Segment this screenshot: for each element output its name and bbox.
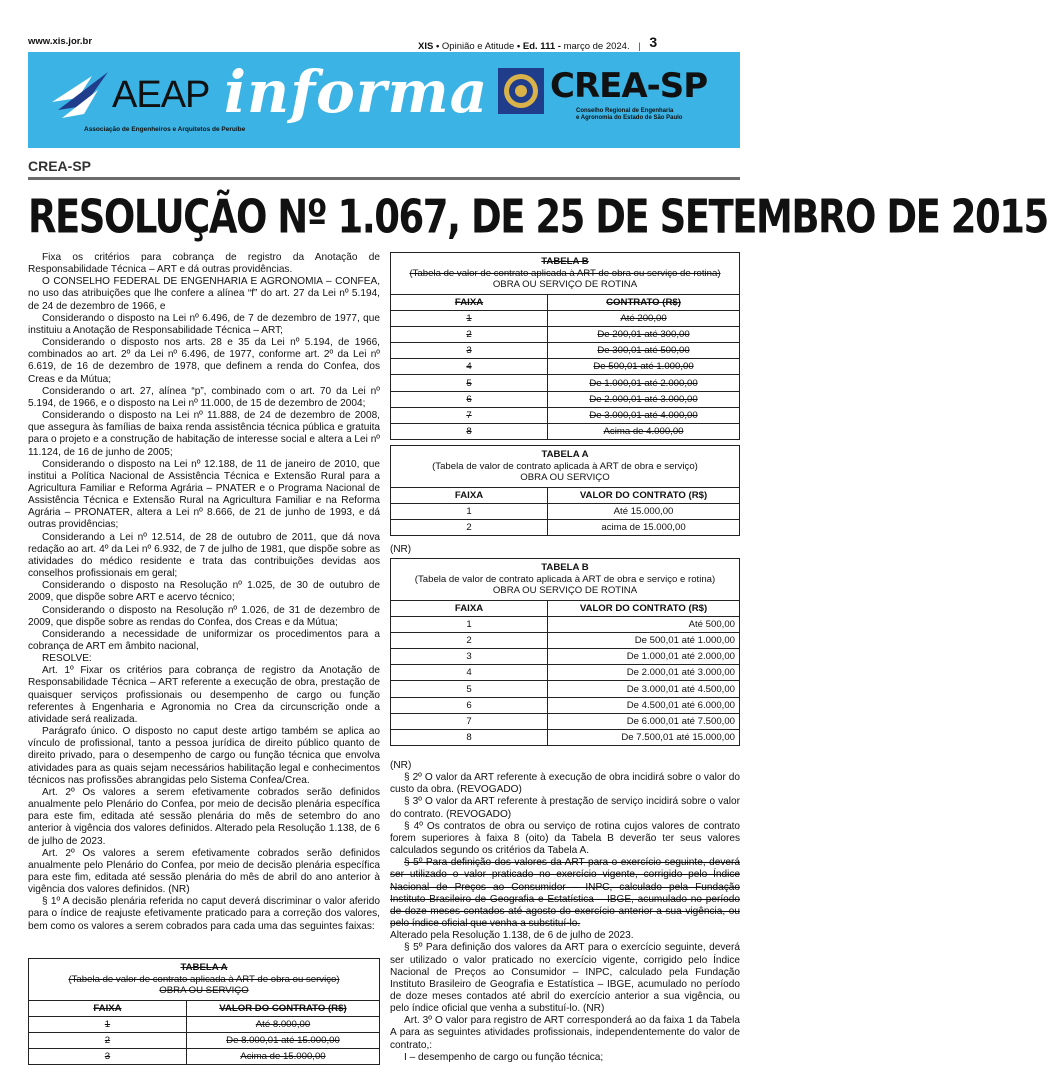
crea-name: CREA-SP — [550, 66, 708, 106]
crea-subtitle: Conselho Regional de Engenharia e Agronomia do Estado de São Paulo — [576, 108, 683, 121]
table-b-old: TABELA B (Tabela de valor de contrato aplicada à ART de obra ou serviço de rotina) OBRA OU SERVIÇO DE ROTINA FAIXA CONTRATO (R$) 1 Até 200,00 2 De 200,01 até 300,00 3 De 300,01 até 500,00 4 De 500,01 até 1.000,00 5 De 1.000,01 até 2.000,00 6 De 2.000,01 até 3.000,00 7 De 3.000,01 até 4.000,00 8 Acima de 4.000,00 — [390, 252, 740, 440]
publication-name: XIS — [418, 41, 434, 52]
paragraph: Art. 2º Os valores a serem efetivamente cobrados serão definidos anualmente pelo Plenário do Confea, por meio de decisão plenária específica para este fim, editada até sessão plenária do mês de abril do ano anterior à vigência dos valores definidos. (NR) — [28, 847, 380, 896]
crea-seal-icon — [498, 68, 544, 114]
right-column — [390, 760, 740, 1064]
top-bar — [28, 36, 740, 52]
table-row: 2 De 500,01 até 1.000,00 — [391, 632, 740, 648]
nr-note: (NR) — [390, 760, 412, 771]
table-row: 1 Até 15.000,00 — [391, 503, 740, 519]
section-divider — [28, 177, 740, 180]
aeap-name: AEAP — [112, 74, 210, 116]
aeap-logo-icon — [48, 68, 112, 128]
table-row: 4 De 2.000,01 até 3.000,00 — [391, 665, 740, 681]
paragraph: Considerando o disposto na Resolução nº 1.026, de 31 de dezembro de 2009, que dispõe sobre as rendas do Confea, dos Creas e da Mútua; — [28, 604, 380, 628]
paragraph: § 3º O valor da ART referente à prestação de serviço incidirá sobre o valor do contrato. (REVOGADO) — [390, 796, 740, 820]
table-row: 2 acima de 15.000,00 — [391, 519, 740, 535]
paragraph: Considerando o disposto na Lei nº 11.888, de 24 de dezembro de 2008, que assegura às famílias de baixa renda assistência técnica pública e gratuita para o projeto e a construção de habitação de interesse social e altera a Lei nº 11.124, de 16 de junho de 2005; — [28, 410, 380, 458]
paragraph: Considerando o art. 27, alínea “p”, combinado com o art. 70 da Lei nº 5.194, de 1966, e o disposto na Lei nº 11.000, de 15 de dezembro de 2004; — [28, 385, 380, 409]
site-url[interactable]: www.xis.jor.br — [28, 36, 93, 47]
edition-info: XIS • Opinião e Atitude • Ed. 111 - março de 2024. | 3 — [418, 34, 658, 52]
table-row: 7 De 6.000,01 até 7.500,00 — [391, 713, 740, 729]
paragraph: Considerando o disposto nos arts. 28 e 35 da Lei nº 5.194, de 1966, combinados ao art. 2º da Lei nº 6.496, de 1977, conforme art. 2º da Lei nº 6.619, de 16 de dezembro de 1978, que definem a renda do Confea, dos Creas e da Mútua; — [28, 337, 380, 385]
paragraph: Considerando a Lei nº 12.514, de 28 de outubro de 2011, que dá nova redação ao art. 4º da Lei nº 6.932, de 7 de julho de 1981, que dispõe sobre as atividades do médico residente e trata das contribuições devidas aos conselhos profissionais em geral; — [28, 531, 380, 580]
table-row: 8 De 7.500,01 até 15.000,00 — [391, 730, 740, 746]
table-row: 2 De 200,01 até 300,00 — [391, 326, 740, 342]
section-label: CREA-SP — [28, 158, 92, 174]
paragraph: Considerando a necessidade de uniformizar os procedimentos para a cobrança de ART em âmbito nacional, — [28, 628, 380, 652]
paragraph: O CONSELHO FEDERAL DE ENGENHARIA E AGRONOMIA – CONFEA, no uso das atribuições que lhe confere a alínea “f” do art. 27 da Lei nº 5.194, de 24 de dezembro de 1966, e — [28, 276, 380, 312]
paragraph: Art. 2º Os valores a serem efetivamente cobrados serão definidos anualmente pelo Plenário do Confea, por meio de decisão plenária específica para este fim, editada até sessão plenária do mês de setembro do ano anterior à vigência dos valores definidos. Alterado pela Resolução 1.138, de 6 de julho de 2023. — [28, 786, 380, 847]
date: março de 2024. — [563, 41, 630, 52]
table-row: 3 Acima de 15.000,00 — [29, 1049, 380, 1065]
paragraph: Considerando o disposto na Lei nº 12.188, de 11 de janeiro de 2010, que institui a Política Nacional de Assistência Técnica e Extensão Rural para a Agricultura Familiar e Reforma Agrária – PNATER e o Programa Nacional de Assistência Técnica e Extensão Rural na Agricultura Familiar e na Reforma Agrária – PRONATER, altera a Lei nº 8.666, de 21 de junho de 1993, e dá outras providências; — [28, 458, 380, 531]
table-row: 7 De 3.000,01 até 4.000,00 — [391, 407, 740, 423]
table-a-old: TABELA A (Tabela de valor de contrato aplicada à ART de obra ou serviço) OBRA OU SERVIÇO FAIXA VALOR DO CONTRATO (R$) 1 Até 8.000,00 2 De 8.000,01 até 15.000,00 3 Acima de 15.000,00 — [28, 958, 380, 1065]
paragraph: Parágrafo único. O disposto no caput deste artigo também se aplica ao vínculo de profissional, tanto a pessoa jurídica de direito público quanto de direito privado, para o desempenho de cargo ou função técnica que envolva atividades para as quais sejam necessários habilitação legal e conhecimentos técnicos nas profissões abrangidas pelo Sistema Confea/Crea. — [28, 726, 380, 786]
aeap-subtitle: Associação de Engenheiros e Arquitetos de Peruíbe — [84, 126, 246, 133]
masthead-banner — [28, 52, 740, 148]
paragraph: Art. 1º Fixar os critérios para cobrança de registro da Anotação de Responsabilidade Técnica – ART referente a execução de obra, prestação de quaisquer serviços profissionais ou desempenho de cargo ou função referentes à Engenharia e Agronomia no Crea da circunscrição onde a atividade será realizada. — [28, 665, 380, 725]
paragraph: Art. 3º O valor para registro de ART corresponderá ao da faixa 1 da Tabela A para as seguintes atividades profissionais, independentemente do valor de contrato,: — [390, 1015, 740, 1051]
informa-logo: informa — [224, 58, 489, 126]
table-row: 5 De 3.000,01 até 4.500,00 — [391, 681, 740, 697]
paragraph: Fixa os critérios para cobrança de registro da Anotação de Responsabilidade Técnica – ART e dá outras providências. — [28, 252, 380, 276]
struck-paragraph: § 5º Para definição dos valores da ART para o exercício seguinte, deverá ser utilizado o valor praticado no exercício vigente, corrigido pelo Índice Nacional de Preços ao Consumidor – INPC, calculado pela Fundação Instituto Brasileiro de Geografia e Estatística – IBGE, acumulado no período de doze meses contados até agosto do exercício anterior a sua vigência, ou pelo índice oficial que venha a substituí-lo. — [390, 857, 740, 930]
paragraph: I – desempenho de cargo ou função técnica; — [404, 1051, 604, 1063]
divider: | — [638, 41, 641, 52]
paragraph: RESOLVE: — [42, 653, 92, 665]
table-row: 4 De 500,01 até 1.000,00 — [391, 359, 740, 375]
table-row: 1 Até 8.000,00 — [29, 1016, 380, 1032]
paragraph: Considerando o disposto na Lei nº 6.496, de 7 de dezembro de 1977, que instituiu a Anotação de Responsabilidade Técnica – ART; — [28, 312, 380, 336]
paragraph: § 4º Os contratos de obra ou serviço de rotina cujos valores de contrato forem superiores à faixa 8 (oito) da Tabela B deverão ter seus valores calculados segundo os critérios da Tabela A. — [390, 820, 740, 857]
table-b-new: TABELA B (Tabela de valor de contrato aplicada à ART de obra e serviço e rotina) OBRA OU SERVIÇO DE ROTINA FAIXA VALOR DO CONTRATO (R$) 1 Até 500,00 2 De 500,01 até 1.000,00 3 De 1.000,01 até 2.000,00 4 De 2.000,01 até 3.000,00 5 De 3.000,01 até 4.500,00 6 De 4.500,01 até 6.000,00 7 De 6.000,01 até 7.500,00 8 De 7.500,01 até 15.000,00 — [390, 558, 740, 746]
page-title: RESOLUÇÃO Nº 1.067, DE 25 DE SETEMBRO DE 2015 — [28, 190, 1048, 244]
page-number: 3 — [649, 34, 658, 50]
paragraph: § 5º Para definição dos valores da ART para o exercício seguinte, deverá ser utilizado o valor praticado no exercício vigente, corrigido pelo Índice Nacional de Preços ao Consumidor – INPC, calculado pela Fundação Instituto Brasileiro de Geografia e Estatística – IBGE, acumulado no período de doze meses contados até abril do exercício anterior a sua vigência, ou pelo índice oficial que venha a substituí-lo. (NR) — [390, 942, 740, 1015]
table-row: 2 De 8.000,01 até 15.000,00 — [29, 1032, 380, 1048]
table-row: 1 Até 200,00 — [391, 310, 740, 326]
table-row: 5 De 1.000,01 até 2.000,00 — [391, 375, 740, 391]
paragraph: § 2º O valor da ART referente à execução de obra incidirá sobre o valor do custo da obra. (REVOGADO) — [390, 772, 740, 796]
table-row: 1 Até 500,00 — [391, 616, 740, 632]
paragraph: § 1º A decisão plenária referida no caput deverá discriminar o valor aferido para o índice de reajuste efetivamente praticado para a correção dos valores, bem como os valores a serem cobrados para cada uma das seguintes faixas: — [28, 896, 380, 932]
nr-note: (NR) — [390, 544, 412, 555]
table-row: 8 Acima de 4.000,00 — [391, 424, 740, 440]
table-row: 6 De 2.000,01 até 3.000,00 — [391, 391, 740, 407]
left-column — [28, 252, 380, 933]
edition: Ed. 111 — [522, 41, 556, 52]
paragraph: Considerando o disposto na Resolução nº 1.025, de 30 de outubro de 2009, que dispõe sobre ART e acervo técnico; — [28, 580, 380, 604]
amendment-note: Alterado pela Resolução 1.138, de 6 de julho de 2023. — [390, 930, 634, 942]
table-row: 6 De 4.500,01 até 6.000,00 — [391, 697, 740, 713]
table-row: 3 De 300,01 até 500,00 — [391, 343, 740, 359]
table-row: 3 De 1.000,01 até 2.000,00 — [391, 649, 740, 665]
table-a-new: TABELA A (Tabela de valor de contrato aplicada à ART de obra e serviço) OBRA OU SERVIÇO FAIXA VALOR DO CONTRATO (R$) 1 Até 15.000,00 2 acima de 15.000,00 — [390, 445, 740, 536]
tagline: Opinião e Atitude — [441, 41, 515, 52]
